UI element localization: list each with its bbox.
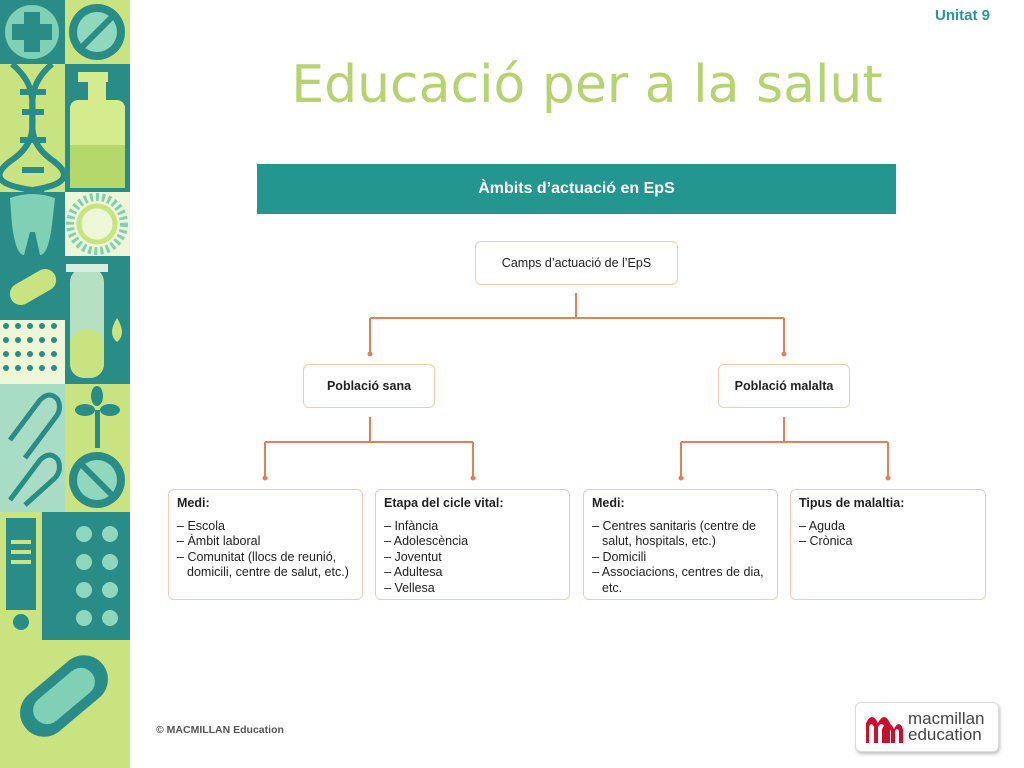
leaf-heading: Tipus de malaltia:: [799, 496, 905, 510]
leaf-item: – Adolescència: [384, 534, 561, 550]
leaf-item: – Associacions, centres de dia, etc.: [592, 565, 769, 596]
node-label: Població malalta: [734, 379, 834, 393]
diagram-banner: Àmbits d’actuació en EpS: [257, 164, 896, 214]
leaf-tipus-malaltia: [790, 489, 986, 600]
leaf-item: – Centres sanitaris (centre de salut, hospitals, etc.): [592, 519, 769, 550]
unit-label: Unitat 9: [934, 7, 990, 24]
logo-line-2: education: [908, 725, 982, 744]
leaf-heading: Etapa del cicle vital:: [384, 496, 504, 510]
leaf-medi-sana: [168, 489, 363, 600]
leaf-item: – Escola: [177, 519, 354, 535]
leaf-medi-malalta: [583, 489, 778, 600]
macmillan-logo-mark-icon: [864, 709, 904, 745]
leaf-list: [799, 519, 977, 550]
leaf-etapa-cicle-vital: [375, 489, 570, 600]
leaf-list: [384, 519, 561, 597]
leaf-heading: Medi:: [592, 496, 625, 510]
leaf-item: – Àmbit laboral: [177, 534, 354, 550]
page-title: Educació per a la salut: [291, 55, 883, 115]
root-node: [475, 241, 678, 285]
node-label: Població sana: [326, 379, 412, 393]
leaf-list: [592, 519, 769, 597]
leaf-heading: Medi:: [177, 496, 210, 510]
leaf-list: [177, 519, 354, 581]
leaf-item: – Domicili: [592, 550, 769, 566]
logo-line-1: macmillan: [908, 709, 985, 728]
root-node-label: Camps d’actuació de l’EpS: [501, 256, 652, 270]
node-poblacio-sana: [303, 364, 435, 408]
macmillan-logo-text: [908, 711, 985, 743]
leaf-item: – Adultesa: [384, 565, 561, 581]
leaf-item: – Aguda: [799, 519, 977, 535]
macmillan-logo: [855, 702, 999, 752]
leaf-item: – Vellesa: [384, 581, 561, 597]
leaf-item: – Crònica: [799, 534, 977, 550]
leaf-item: – Joventut: [384, 550, 561, 566]
node-poblacio-malalta: [718, 364, 850, 408]
leaf-item: – Comunitat (llocs de reunió, domicili, centre de salut, etc.): [177, 550, 354, 581]
leaf-item: – Infància: [384, 519, 561, 535]
copyright-text: © MACMILLAN Education: [156, 724, 284, 736]
